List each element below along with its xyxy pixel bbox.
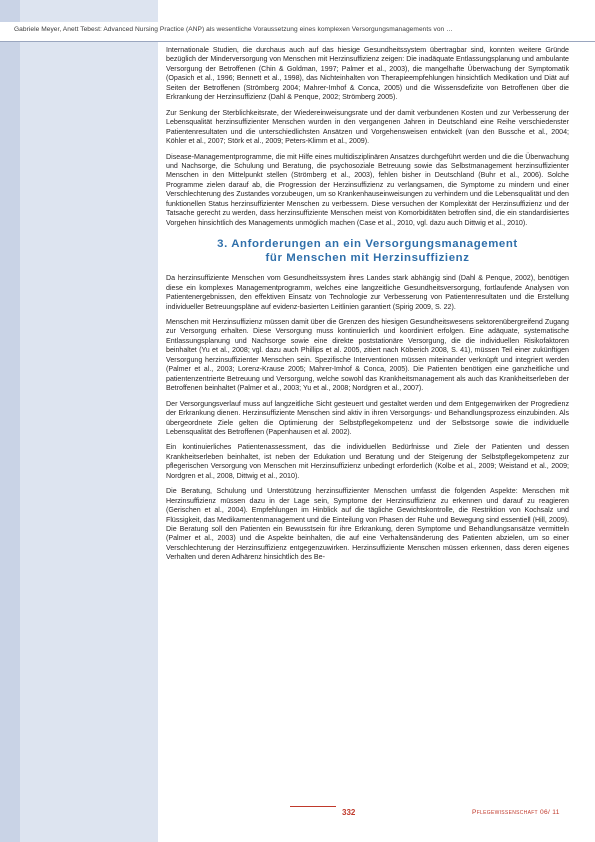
page-footer (290, 806, 575, 824)
section-heading-line-1: 3. Anforderungen an ein Versorgungsmanagement (217, 238, 518, 251)
paragraph: Die Beratung, Schulung und Unterstützung herzinsuffizienter Menschen umfasst die folgenden Aspekte: Menschen mit Herzinsuffizienz müssen dazu in der Lage sein, Symptome der Herzinsuffizienz zu erkennen und darauf zu reagieren (Gerischen et al., 2004). Empfehlungen im Hinblick auf die tägliche Gewichtskontrolle, die Restriktion von Kochsalz und Flüssigkeit, das Medikamentenmanagement und die Einteilung von Phasen der Ruhe und Bewegung sind essentiell (Hill, 2009). Die Beratung soll den Patienten ein Bewusstsein für ihre Erkrankung, deren Symptome und Behandlungsansätze vermitteln (Palmer et al., 2003) und die Aspekte beinhalten, die auf eine Verhaltensänderung des Patienten abzielen, um so einer Verschlechterung der Herzinsuffizienz entgegenzuwirken. Herzinsuffiziente Menschen müssen erkennen, dass deren eigenes Verhalten und deren Adhärenz hinsichtlich des Be- (166, 487, 569, 562)
paragraph: Menschen mit Herzinsuffizienz müssen damit über die Grenzen des hiesigen Gesundheitswesens sektorenübergreifend Zugang zur Versorgung erhalten. Diese Versorgung muss kontinuierlich und koordiniert erfolgen. Eine adäquate, systematische Entlassungsplanung und Nachsorge sowie eine direkte poststationäre Versorgung, die die individuellen Risikofaktoren beinhaltet (Yu et al., 2008; vgl. dazu auch Phillips et al. 2005, zitiert nach Köberich 2008, S. 41), müssen Teil einer zukünftigen Versorgung herzinsuffizienter Menschen sein. Spezifische Interventionen müssen miteinander verknüpft und integriert werden (Palmer et al., 2003; Lorenz-Krause 2005; Mahrer-Imhof & Conca, 2005). Die Patienten benötigen eine ganzheitliche und patientenzentrierte Betreuung und Versorgung, welche sowohl das Krankheitsmanagement als auch das Krankheitserleben der Betroffenen beinhaltet (Palmer et al., 2003; Yu et al., 2008; Nordgren et al., 2007). (166, 317, 569, 393)
paragraph: Disease-Managementprogramme, die mit Hilfe eines multidisziplinären Ansatzes durchgeführt werden und die die Überwachung und Nachsorge, die Schulung und Beratung, die psychosoziale Betreuung sowie das Selbstmanagement herzinsuffizienter Menschen in den Mittelpunkt stellen (Strömberg et al., 2003), fehlen bisher in Deutschland (Buhr et al., 2006). Solche Programme zielen darauf ab, die Progression der Herzinsuffizienz zu verlangsamen, die Symptome zu mindern und einer Verschlechterung des Zustandes vorzubeugen, um so Krankenhauseinweisungen zu verhindern und die Lebensqualität und den funktionellen Status herzinsuffizienter Menschen zu verbessern. Diese versuchen der Komplexität der Herzinsuffizienz und der Tatsache gerecht zu werden, dass herzinsuffiziente Menschen meist von Komorbiditäten betroffen sind, die ein standardisiertes Vorgehen hinsichtlich des Managements unmöglich machen (Case et al., 2010, vgl. dazu auch Dittwig et al., 2010). (166, 152, 569, 227)
paragraph: Zur Senkung der Sterblichkeitsrate, der Wiedereinweisungsrate und der damit verbundenen Kosten und zur Verbesserung der Lebensqualität herzinsuffizienter Menschen wurden in den vergangenen Jahren in Deutschland eine Reihe verschiedenster Patientenresultaten und die unterschiedlichsten Ansätzen und Vorgehensweisen entwickelt (van den Bussche et al., 2004; Köhler et al., 2007; Störk et al., 2009; Peters-Klimm et al., 2009). (166, 108, 569, 146)
side-band-inner (20, 0, 158, 842)
paragraph: Da herzinsuffiziente Menschen vom Gesundheitssystem ihres Landes stark abhängig sind (Dahl & Penque, 2002), benötigen diese ein komplexes Managementprogramm, welches eine langzeitliche Gesundheitsversorgung, fortlaufende Analysen von Patientenergebnissen, den effektiven Einsatz von Technologie zur Verbesserung von Patientenresultaten und die Erstellung individueller Betreuungspläne auf evidenz-basierten Leitlinien garantiert (Spirig 2009, S. 22). (166, 274, 569, 311)
paragraph: Internationale Studien, die durchaus auch auf das hiesige Gesundheitssystem übertragbar sind, konnten weitere Gründe bezüglich der Minderversorgung von Menschen mit Herzinsuffizienz zeigen: Die inadäquate Entlassungsplanung und ambulante Versorgung der Betroffenen (Chin & Goldman, 1997; Palmer et al., 2003), die mangelhafte Überwachung der Symptomatik (Opasich et al., 1996; Bennett et al., 1998), das Nichteinhalten von Therapieempfehlungen hinsichtlich Medikation und Diät auf Seiten der Betroffenen (Strömberg 2004; Mahrer-Imhof & Conca, 2005) und die Wissensdefizite von Betroffenen über die Erkrankung der Herzinsuffizienz (Dahl & Penque, 2002; Strömberg 2005). (166, 46, 569, 102)
section-heading-line-2: für Menschen mit Herzinsuffizienz (265, 251, 470, 264)
journal-name: Pflegewissenschaft 06/ 11 (472, 809, 560, 816)
page-number: 332 (342, 808, 356, 817)
article-body (166, 46, 569, 569)
footer-rule (290, 806, 336, 819)
paragraph: Der Versorgungsverlauf muss auf langzeitliche Sicht gesteuert und gestaltet werden und dem Entgegenwirken der Progredienz der Erkrankung dienen. Herzinsuffiziente Menschen sind aktiv in ihren Versorgungs- und Behandlungsprozess einzubinden. Als übergeordnete Ziele gelten die Optimierung der Selbstpflegekompetenz und der Selbstsorge sowie die individuelle Lebensqualität des Betroffenen (Papenhausen et al. 2002). (166, 399, 569, 436)
section-heading (166, 238, 569, 265)
paragraph: Ein kontinuierliches Patientenassessment, das die individuellen Bedürfnisse und Ziele der Patienten und dessen Krankheitserleben beinhaltet, ist neben der Edukation und Beratung und der Steigerung der Selbstpflegekompetenz zur pflegerischen Versorgung von Menschen mit Herzinsuffizienz unbedingt erforderlich (Kolbe et al., 2009; Weistand et al., 2009; Nordgren et al., 2008, Dittwig et al., 2010). (166, 443, 569, 480)
running-head: Gabriele Meyer, Anett Tebest: Advanced Nursing Practice (ANP) als wesentliche Voraussetzung eines komplexen Versorgungsmanagements von … (14, 26, 453, 33)
